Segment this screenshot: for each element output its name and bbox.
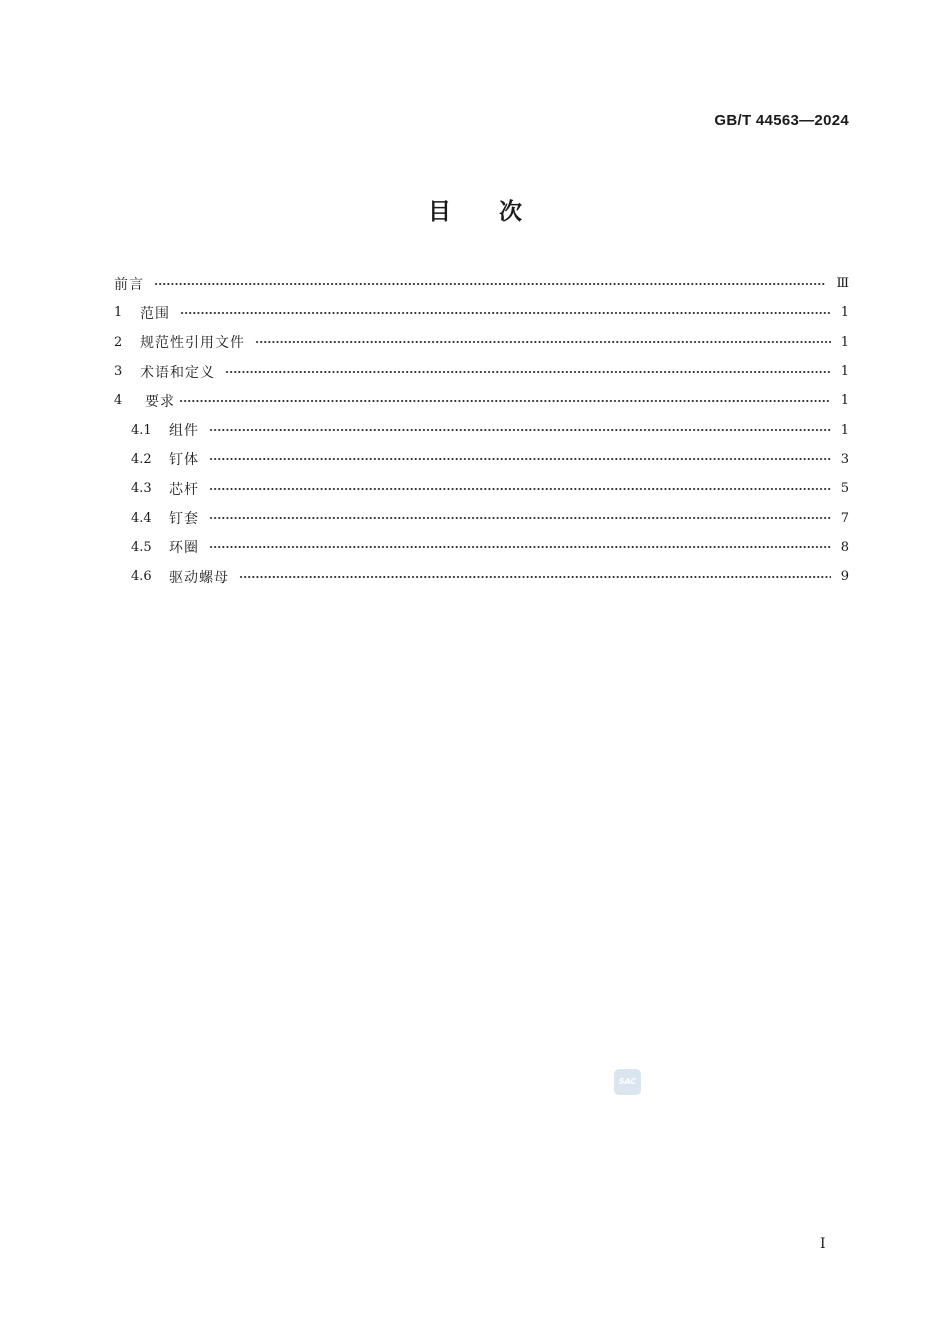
toc-label: 范围 <box>140 305 170 322</box>
toc-entry-4-5[interactable] <box>114 533 849 562</box>
toc-entry-scope[interactable] <box>114 298 849 327</box>
dot-leader <box>180 306 831 320</box>
sac-watermark-logo: SAC <box>614 1069 641 1095</box>
toc-page: 7 <box>840 510 849 526</box>
toc-number: 4.4 <box>131 510 152 526</box>
toc-entry-requirements[interactable] <box>114 386 849 415</box>
toc-number: 4.2 <box>131 451 152 467</box>
toc-entry-normative-references[interactable] <box>114 328 849 357</box>
toc-entry-4-4[interactable] <box>114 503 849 532</box>
page-title <box>0 193 950 226</box>
toc-label: 钉体 <box>169 452 199 469</box>
toc-label: 组件 <box>169 423 199 440</box>
toc-page: 3 <box>840 451 849 467</box>
toc-page: 1 <box>840 364 849 380</box>
dot-leader <box>209 482 831 496</box>
toc-page: 8 <box>840 539 849 555</box>
toc-label: 环圈 <box>169 540 199 557</box>
toc-number: 3 <box>114 364 123 380</box>
table-of-contents <box>114 269 849 591</box>
title-char-1: 目 <box>428 199 451 225</box>
toc-entry-4-2[interactable] <box>114 445 849 474</box>
title-char-2: 次 <box>499 199 522 225</box>
toc-label: 钉套 <box>169 511 199 528</box>
toc-label: 规范性引用文件 <box>140 335 245 352</box>
toc-page: Ⅲ <box>836 276 849 292</box>
toc-number: 4.3 <box>131 481 152 497</box>
toc-number: 4.5 <box>131 539 152 555</box>
toc-entry-terms[interactable] <box>114 357 849 386</box>
dot-leader <box>239 570 831 584</box>
toc-number: 4 <box>114 393 123 409</box>
toc-number: 4.1 <box>131 422 152 438</box>
toc-number: 2 <box>114 334 123 350</box>
toc-label: 要求 <box>145 393 175 410</box>
toc-label: 前言 <box>114 276 144 293</box>
dot-leader <box>209 452 831 466</box>
dot-leader <box>209 511 831 525</box>
dot-leader <box>255 335 831 349</box>
standard-number: GB/T 44563—2024 <box>714 112 849 129</box>
toc-label: 术语和定义 <box>140 364 215 381</box>
dot-leader <box>154 277 826 291</box>
toc-label: 芯杆 <box>169 481 199 498</box>
dot-leader <box>209 423 831 437</box>
page-number: I <box>820 1236 826 1252</box>
dot-leader <box>225 365 831 379</box>
toc-page: 1 <box>840 393 849 409</box>
toc-entry-4-3[interactable] <box>114 474 849 503</box>
toc-entry-4-1[interactable] <box>114 415 849 444</box>
toc-page: 1 <box>840 305 849 321</box>
dot-leader <box>209 540 831 554</box>
dot-leader <box>179 394 831 408</box>
toc-page: 9 <box>840 569 849 585</box>
toc-page: 1 <box>840 334 849 350</box>
toc-page: 1 <box>840 422 849 438</box>
toc-entry-4-6[interactable] <box>114 562 849 591</box>
toc-label: 驱动螺母 <box>169 569 229 586</box>
toc-number: 1 <box>114 305 123 321</box>
toc-entry-foreword[interactable] <box>114 269 849 298</box>
toc-number: 4.6 <box>131 569 152 585</box>
toc-page: 5 <box>840 481 849 497</box>
